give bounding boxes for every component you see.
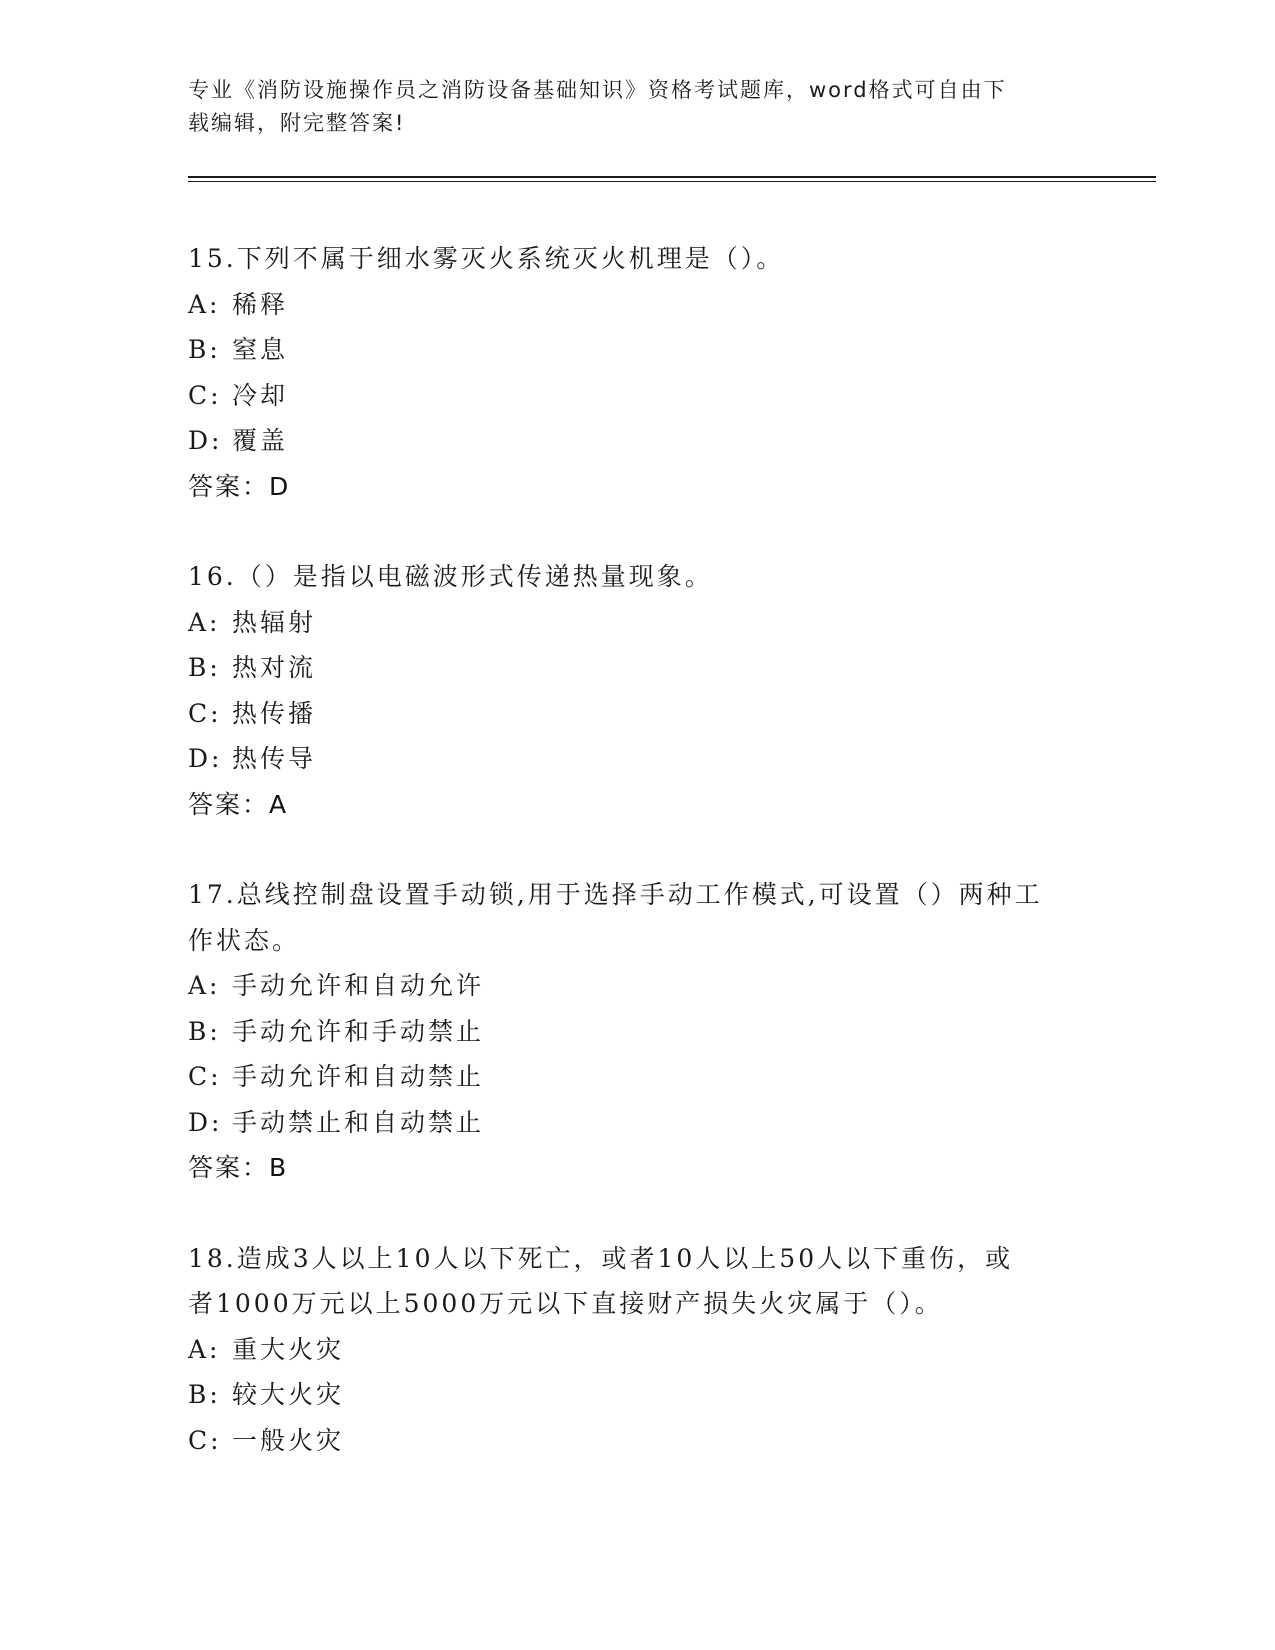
answer-line: 答案：A [188, 789, 289, 819]
option-text: 热辐射 [232, 607, 317, 637]
option-b [188, 1372, 1088, 1418]
option-letter: B: [188, 653, 221, 682]
option-text: 手动允许和手动禁止 [232, 1016, 485, 1046]
option-c [188, 373, 1088, 419]
option-letter: B: [188, 1380, 221, 1409]
option-a [188, 963, 1088, 1009]
option-d [188, 1100, 1088, 1146]
option-text: 较大火灾 [232, 1380, 345, 1409]
document-header [188, 74, 1088, 140]
option-text: 一般火灾 [232, 1425, 345, 1455]
option-text: 手动允许和自动允许 [232, 971, 485, 1000]
option-a [188, 600, 1088, 646]
option-text: 重大火灾 [232, 1334, 345, 1364]
question-17 [188, 872, 1088, 1191]
question-18 [188, 1236, 1088, 1464]
option-a [188, 1327, 1088, 1373]
option-b [188, 1009, 1088, 1055]
option-b [188, 327, 1088, 373]
option-letter: D: [188, 426, 223, 455]
option-c [188, 691, 1088, 737]
question-stem: 16.（）是指以电磁波形式传递热量现象。 [188, 562, 713, 591]
option-letter: D: [188, 744, 223, 773]
question-stem-line-2: 作状态。 [188, 925, 301, 955]
option-letter: C: [188, 380, 222, 410]
question-stem: 15.下列不属于细水雾灭火系统灭火机理是（）。 [188, 244, 785, 273]
question-list [188, 236, 1088, 1508]
question-16 [188, 554, 1088, 827]
header-line-1: 专业《消防设施操作员之消防设备基础知识》资格考试题库，word格式可自由下 [188, 78, 1007, 102]
option-text: 热传播 [232, 698, 317, 728]
option-letter: A: [188, 289, 221, 319]
option-letter: A: [188, 1334, 221, 1364]
option-text: 冷却 [232, 380, 289, 410]
header-line-2: 载编辑，附完整答案! [188, 111, 406, 135]
option-text: 热传导 [232, 744, 317, 773]
header-divider-thick [188, 176, 1156, 178]
option-text: 手动允许和自动禁止 [232, 1062, 485, 1091]
header-divider-thin [188, 181, 1156, 182]
option-c [188, 1054, 1088, 1100]
option-d [188, 736, 1088, 782]
option-text: 窒息 [232, 335, 289, 364]
option-letter: B: [188, 335, 221, 364]
answer-line: 答案：D [188, 471, 291, 501]
option-d [188, 418, 1088, 464]
answer-line: 答案：B [188, 1153, 289, 1182]
option-letter: A: [188, 607, 221, 637]
option-text: 覆盖 [232, 426, 289, 455]
option-text: 稀释 [232, 289, 289, 319]
option-text: 热对流 [232, 653, 317, 682]
option-b [188, 645, 1088, 691]
question-15 [188, 236, 1088, 509]
question-stem-line-2: 者1000万元以上5000万元以下直接财产损失火灾属于（）。 [188, 1289, 943, 1318]
option-letter: C: [188, 1062, 222, 1091]
option-letter: C: [188, 1425, 222, 1455]
option-letter: A: [188, 971, 221, 1000]
question-stem-line-1: 17.总线控制盘设置手动锁,用于选择手动工作模式,可设置（）两种工 [188, 880, 1043, 909]
option-a [188, 282, 1088, 328]
option-c [188, 1418, 1088, 1464]
option-letter: B: [188, 1016, 221, 1046]
option-letter: C: [188, 698, 222, 728]
question-stem-line-1: 18.造成3人以上10人以下死亡，或者10人以上50人以下重伤，或 [188, 1243, 1014, 1273]
option-letter: D: [188, 1107, 223, 1137]
option-text: 手动禁止和自动禁止 [232, 1107, 485, 1137]
